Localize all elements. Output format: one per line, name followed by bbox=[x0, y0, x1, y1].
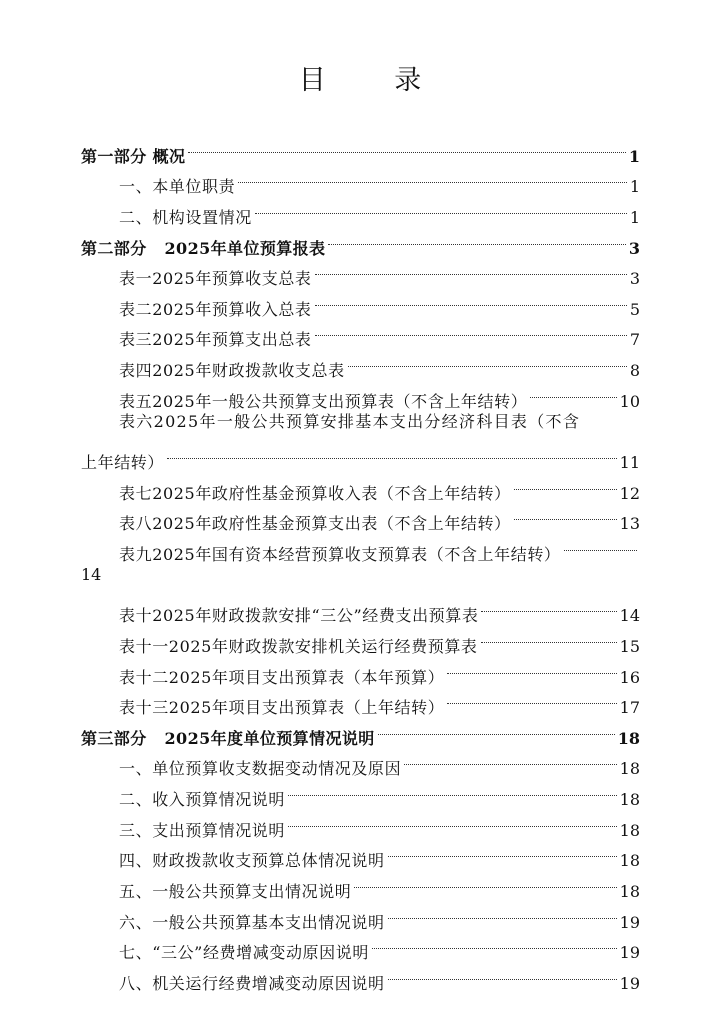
toc-entry[interactable] bbox=[0, 744, 720, 779]
toc-leader-dots bbox=[447, 683, 616, 714]
toc-leader-dots bbox=[372, 928, 617, 959]
toc-entry-page: 14 bbox=[81, 564, 102, 584]
toc-entry-label: 八、机关运行经费增减变动原因说明 bbox=[119, 973, 385, 993]
toc-leader-dots bbox=[167, 437, 617, 468]
toc-entry[interactable] bbox=[0, 284, 720, 319]
toc-entry-page: 18 bbox=[619, 851, 640, 871]
toc-entry-label: 表四2025年财政拨款收支总表 bbox=[119, 361, 345, 381]
toc-entry-label: 表一2025年预算收支总表 bbox=[119, 269, 312, 289]
toc-entry[interactable] bbox=[0, 866, 720, 902]
toc-entry-label: 一、本单位职责 bbox=[119, 177, 236, 197]
toc-leader-dots bbox=[481, 621, 617, 652]
toc-entry-page: 18 bbox=[619, 759, 640, 779]
toc-leader-dots bbox=[514, 468, 617, 499]
toc-entry-page: 1 bbox=[629, 207, 640, 227]
toc-entry-page: 13 bbox=[619, 514, 640, 534]
toc-entry-page: 18 bbox=[619, 790, 640, 810]
toc-entry-page: 18 bbox=[617, 728, 640, 748]
toc-entry[interactable] bbox=[0, 345, 720, 381]
toc-entry[interactable] bbox=[0, 591, 720, 626]
toc-entry-page: 3 bbox=[628, 238, 640, 258]
toc-entry-label: 表九2025年国有资本经营预算收支预算表（不含上年结转） bbox=[119, 544, 561, 564]
toc-entry[interactable] bbox=[0, 162, 720, 197]
toc-leader-dots bbox=[564, 529, 637, 560]
toc-entry-label: 七、“三公”经费增减变动原因说明 bbox=[119, 943, 369, 963]
toc-entry-label: 第二部分 2025年单位预算报表 bbox=[81, 238, 326, 258]
toc-leader-dots bbox=[315, 284, 627, 315]
toc-entry-label: 表十2025年财政拨款安排“三公”经费支出预算表 bbox=[119, 606, 479, 626]
toc-leader-dots bbox=[481, 591, 616, 622]
table-of-contents bbox=[0, 131, 720, 993]
page-title: 目 录 bbox=[298, 65, 452, 96]
toc-entry[interactable] bbox=[0, 928, 720, 963]
toc-entry[interactable] bbox=[0, 192, 720, 227]
toc-entry-part-2[interactable] bbox=[0, 223, 720, 258]
toc-entry-page: 1 bbox=[628, 146, 640, 166]
toc-leader-dots bbox=[354, 866, 616, 897]
toc-leader-dots bbox=[238, 162, 627, 193]
toc-entry-label: 表五2025年一般公共预算支出预算表（不含上年结转） bbox=[119, 391, 528, 411]
toc-entry-page: 19 bbox=[619, 943, 640, 963]
toc-entry-page: 10 bbox=[619, 391, 640, 411]
toc-entry-label: 五、一般公共预算支出情况说明 bbox=[119, 882, 352, 902]
toc-leader-dots bbox=[328, 223, 625, 254]
toc-entry-label: 表十一2025年财政拨款安排机关运行经费预算表 bbox=[119, 636, 478, 656]
toc-entry-page: 15 bbox=[619, 636, 640, 656]
toc-entry-page: 19 bbox=[619, 912, 640, 932]
toc-leader-dots bbox=[288, 805, 617, 836]
toc-entry-page: 19 bbox=[619, 973, 640, 993]
toc-entry-page: 18 bbox=[619, 882, 640, 902]
toc-entry[interactable] bbox=[0, 315, 720, 350]
toc-entry-page: 18 bbox=[619, 820, 640, 840]
toc-entry-part-3[interactable] bbox=[0, 713, 720, 748]
toc-entry-label: 三、支出预算情况说明 bbox=[119, 820, 286, 840]
toc-entry[interactable] bbox=[0, 499, 720, 534]
toc-leader-dots bbox=[388, 836, 617, 867]
toc-entry-label: 表十三2025年项目支出预算表（上年结转） bbox=[119, 698, 445, 718]
toc-entry-label: 表三2025年预算支出总表 bbox=[119, 330, 312, 350]
toc-leader-dots bbox=[188, 131, 625, 162]
toc-entry-label-continuation: 上年结转） bbox=[81, 453, 165, 473]
toc-entry-page: 8 bbox=[629, 361, 640, 381]
toc-entry-label: 二、收入预算情况说明 bbox=[119, 790, 286, 810]
toc-entry-page: 16 bbox=[619, 667, 640, 687]
toc-entry-part-1[interactable] bbox=[0, 131, 720, 166]
toc-entry-page: 11 bbox=[619, 453, 640, 473]
toc-leader-dots bbox=[378, 713, 615, 744]
toc-entry-continuation[interactable] bbox=[0, 437, 720, 473]
toc-entry[interactable] bbox=[0, 805, 720, 840]
toc-entry-page: 14 bbox=[619, 606, 640, 626]
toc-entry-page: 1 bbox=[629, 177, 640, 197]
toc-entry-label: 表十二2025年项目支出预算表（本年预算） bbox=[119, 667, 445, 687]
toc-entry-label: 四、财政拨款收支预算总体情况说明 bbox=[119, 851, 385, 871]
toc-leader-dots bbox=[404, 744, 616, 775]
toc-entry[interactable] bbox=[0, 897, 720, 932]
toc-entry[interactable] bbox=[0, 468, 720, 503]
toc-entry-wrapped[interactable] bbox=[0, 529, 720, 564]
toc-leader-dots bbox=[255, 192, 627, 223]
toc-entry-page: 7 bbox=[629, 330, 640, 350]
toc-entry-label: 表八2025年政府性基金预算支出表（不含上年结转） bbox=[119, 514, 511, 534]
toc-leader-dots bbox=[388, 897, 617, 928]
toc-entry-label: 一、单位预算收支数据变动情况及原因 bbox=[119, 759, 402, 779]
toc-entry-label: 二、机构设置情况 bbox=[119, 207, 252, 227]
toc-entry-wrapped[interactable] bbox=[0, 407, 720, 438]
toc-leader-dots bbox=[315, 315, 627, 346]
toc-leader-dots bbox=[315, 254, 627, 285]
toc-entry[interactable] bbox=[0, 621, 720, 656]
toc-entry[interactable] bbox=[0, 652, 720, 687]
toc-entry-label: 表六2025年一般公共预算安排基本支出分经济科目表（不含 bbox=[119, 411, 581, 431]
toc-leader-dots bbox=[348, 345, 627, 376]
toc-entry[interactable] bbox=[0, 683, 720, 718]
toc-entry[interactable] bbox=[0, 958, 720, 993]
toc-entry-page: 17 bbox=[619, 698, 640, 718]
toc-entry-label: 六、一般公共预算基本支出情况说明 bbox=[119, 912, 385, 932]
toc-entry-label: 第一部分 概况 bbox=[81, 146, 186, 166]
toc-entry[interactable] bbox=[0, 254, 720, 289]
toc-entry-label: 表七2025年政府性基金预算收入表（不含上年结转） bbox=[119, 483, 511, 503]
toc-entry-continuation[interactable] bbox=[0, 560, 720, 591]
toc-leader-dots bbox=[388, 958, 617, 989]
toc-entry-page: 5 bbox=[629, 299, 640, 319]
toc-entry[interactable] bbox=[0, 376, 720, 411]
toc-entry-page: 12 bbox=[619, 483, 640, 503]
toc-leader-dots bbox=[447, 652, 616, 683]
toc-leader-dots bbox=[288, 774, 617, 805]
toc-entry[interactable] bbox=[0, 836, 720, 871]
toc-entry-page: 3 bbox=[629, 269, 640, 289]
toc-leader-dots bbox=[514, 499, 617, 530]
toc-entry-label: 表二2025年预算收入总表 bbox=[119, 299, 312, 319]
toc-entry[interactable] bbox=[0, 774, 720, 810]
toc-entry-label: 第三部分 2025年度单位预算情况说明 bbox=[81, 728, 375, 748]
toc-leader-dots bbox=[530, 376, 616, 407]
